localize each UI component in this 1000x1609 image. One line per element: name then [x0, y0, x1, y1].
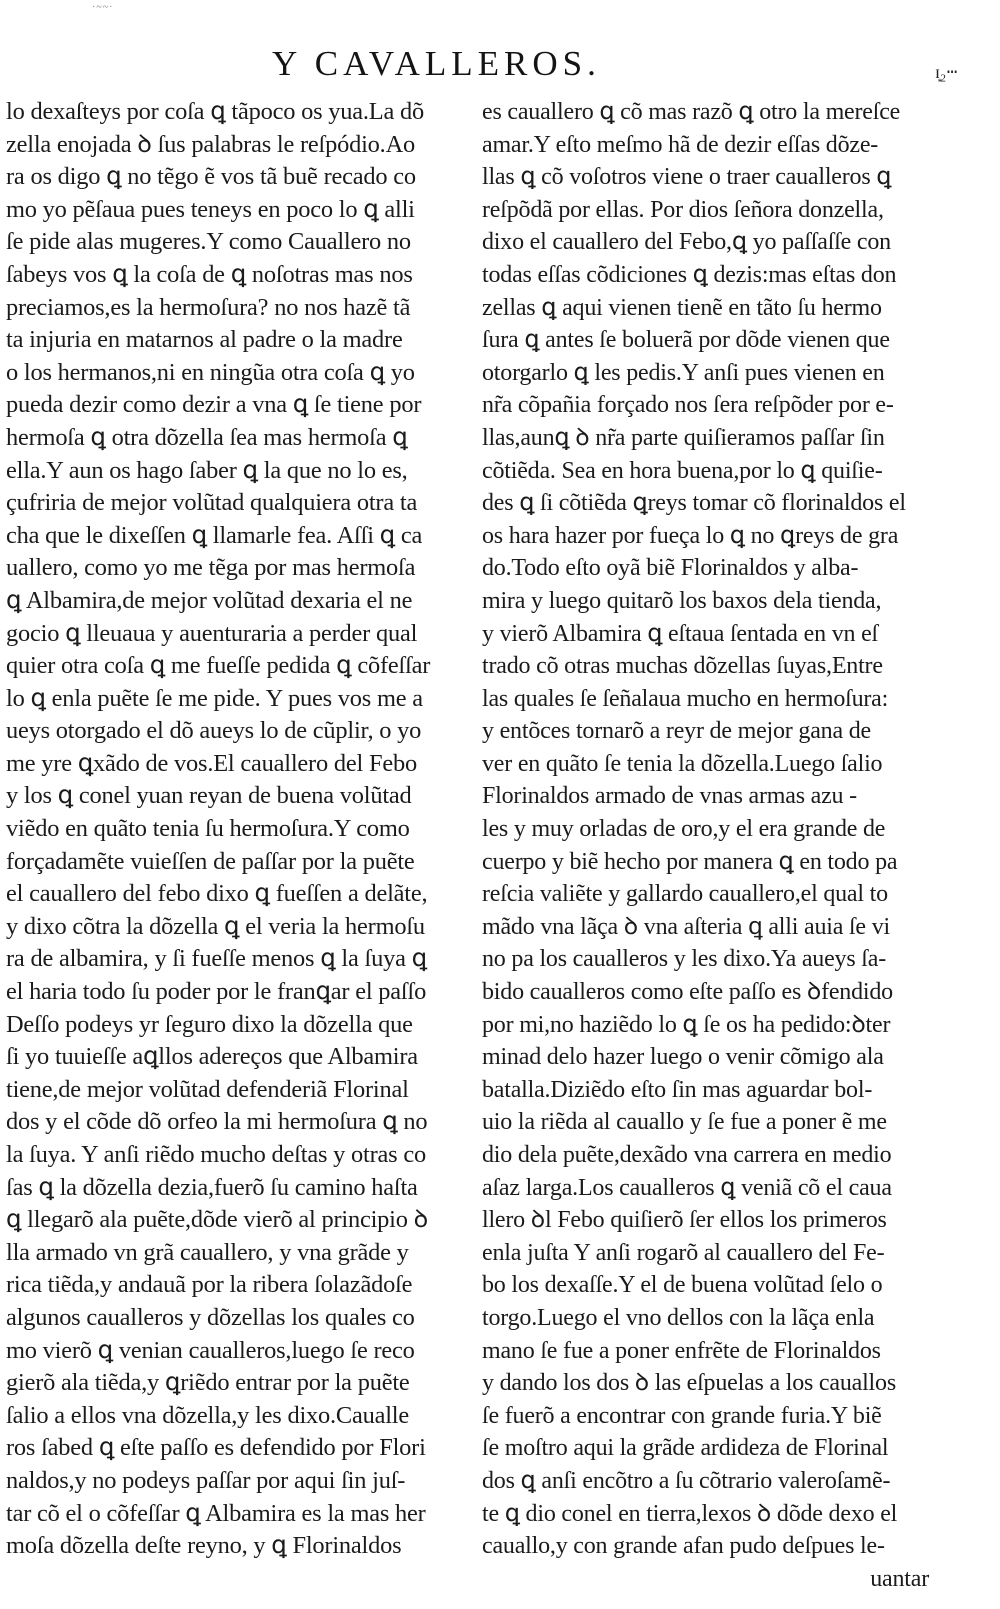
text-line: ra os digo ꝗ no tẽgo ẽ vos tã buẽ recado co: [6, 163, 416, 191]
text-line: minad delo hazer luego o venir cõmigo ala: [482, 1044, 884, 1071]
text-line: y los ꝗ conel yuan reyan de buena volũtad: [6, 782, 412, 810]
text-line: hermoſa ꝗ otra dõzella ſea mas hermoſa ꝗ: [6, 423, 408, 451]
text-line: algunos caualleros y dõzellas los quales co: [6, 1303, 415, 1331]
text-line: viẽdo en quãto tenia ſu hermoſura.Y como: [6, 815, 410, 843]
text-line: enla juſta Y anſi rogarõ al cauallero del Fe-: [482, 1239, 885, 1266]
text-line: mãdo vna lãça ꝺ vna aſteria ꝗ alli auia ſe vi: [482, 913, 890, 940]
text-line: otorgarlo ꝗ les pedis.Y anſi pues vienen en: [482, 359, 885, 386]
text-line: dixo el cauallero del Febo,ꝗ yo paſſaſſe con: [482, 229, 891, 256]
text-line: cõtiẽda. Sea en hora buena,por lo ꝗ quiſie-: [482, 457, 883, 484]
text-line: no pa los caualleros y les dixo.Ya aueys ſa-: [482, 946, 887, 973]
text-line: es cauallero ꝗ cõ mas razõ ꝗ otro la mereſce: [482, 99, 901, 125]
text-line: ros ſabed ꝗ eſte paſſo es defendido por Flori: [6, 1434, 426, 1462]
text-line: mano ſe fue a poner enfrẽte de Florinaldos: [482, 1337, 881, 1364]
text-line: dos ꝗ anſi encõtro a ſu cõtrario valeroſamẽ-: [482, 1467, 891, 1494]
text-line: pueda dezir como dezir a vna ꝗ ſe tiene por: [6, 391, 422, 419]
text-line: zellas ꝗ aqui vienen tienẽ en tãto ſu hermo: [482, 294, 882, 321]
text-line: les y muy orladas de oro,y el era grande de: [482, 816, 886, 843]
text-line: ſalio a ellos vna dõzella,y les dixo.Caualle: [6, 1401, 410, 1429]
text-line: torgo.Luego el vno dellos con la lãça enla: [482, 1304, 875, 1331]
text-line: quier otra coſa ꝗ me fueſſe pedida ꝗ cõfeſſar: [6, 652, 431, 680]
text-line: ſe fuerõ a encontrar con grande furia.Y biẽ: [482, 1402, 882, 1429]
text-line: uio la riẽda al cauallo y ſe fue a poner ẽ me: [482, 1109, 887, 1136]
text-line: llero ꝺl Febo quiſierõ ſer ellos los primeros: [482, 1207, 887, 1234]
text-line: reſpõdã por ellas. Por dios ſeñora donzella,: [482, 196, 884, 223]
text-line: forçadamẽte vuieſſen de paſſar por la puẽte: [6, 847, 415, 875]
text-line: rica tiẽda,y andauã por la ribera ſolazãdoſe: [6, 1271, 413, 1299]
left-text-column: [6, 96, 466, 1576]
text-line: do.Todo eſto oyã biẽ Florinaldos y alba-: [482, 555, 859, 582]
text-line: amar.Y eſto meſmo hã de dezir eſſas dõze-: [482, 131, 879, 158]
text-line: moſa dõzella deſte reyno, y ꝗ Florinaldos: [6, 1532, 402, 1560]
text-line: tiene,de mejor volũtad defenderiã Florinal: [6, 1075, 409, 1103]
text-line: ꝗ Albamira,de mejor volũtad dexaria el ne: [6, 586, 413, 614]
text-line: ueys otorgado el dõ aueys lo de cũplir, o yo: [6, 717, 422, 745]
text-line: naldos,y no podeys paſſar por aqui ſin juſ-: [6, 1466, 406, 1494]
text-line: os hara hazer por fueça lo ꝗ no ꝗreys de gra: [482, 522, 899, 549]
text-line: mo yo pẽſaua pues teneys en poco lo ꝗ alli: [6, 195, 415, 223]
text-line: ſura ꝗ antes ſe boluerã por dõde vienen que: [482, 327, 890, 354]
text-line: batalla.Diziẽdo eſto ſin mas aguardar bol-: [482, 1076, 873, 1103]
text-line: ſabeys vos ꝗ la coſa de ꝗ noſotras mas nos: [6, 260, 413, 288]
text-line: mo vierõ ꝗ venian caualleros,luego ſe reco: [6, 1336, 415, 1364]
text-line: ſi yo tuuieſſe aꝗllos adereços que Albamira: [6, 1043, 418, 1071]
text-line: aſaz larga.Los caualleros ꝗ veniã cõ el caua: [482, 1174, 892, 1201]
text-line: tar cõ el o cõfeſſar ꝗ Albamira es la mas her: [6, 1499, 426, 1527]
text-line: çufriria de mejor volũtad qualquiera otra ta: [6, 489, 418, 517]
text-line: llas,aunꝗ ꝺ nr̃a parte quiſieramos paſſar ſin: [482, 424, 885, 451]
text-line: llas ꝗ cõ voſotros viene o traer caualleros ꝗ: [482, 164, 892, 191]
text-line: el haria todo ſu poder por le franꝗar el paſſo: [6, 978, 427, 1006]
text-line: ver en quãto ſe tenia la dõzella.Luego ſalio: [482, 750, 883, 777]
text-line: zella enojada ꝺ ſus palabras le reſpódio.Ao: [6, 130, 415, 158]
text-line: cauallo,y con grande afan pudo deſpues le-: [482, 1533, 885, 1560]
text-line: bido caualleros como eſte paſſo es ꝺfendido: [482, 979, 893, 1006]
text-line: y entõces tornarõ a reyr de mejor gana de: [482, 718, 871, 745]
text-line: cha que le dixeſſen ꝗ llamarle fea. Aſſi ꝗ ca: [6, 521, 423, 549]
text-line: ꝗ llegarõ ala puẽte,dõde vierõ al principio ꝺ: [6, 1206, 429, 1234]
text-line: Deſſo podeys yr ſeguro dixo la dõzella que: [6, 1010, 413, 1038]
text-line: por mi,no haziẽdo lo ꝗ ſe os ha pedido:ꝺter: [482, 1011, 891, 1038]
text-line: ſas ꝗ la dõzella dezia,fuerõ ſu camino haſta: [6, 1173, 418, 1201]
text-line: nr̃a cõpañia forçado nos ſera reſpõder por e-: [482, 392, 894, 419]
text-line: cuerpo y biẽ hecho por manera ꝗ en todo pa: [482, 848, 898, 875]
text-line: bo los dexaſſe.Y el de buena volũtad ſelo o: [482, 1272, 883, 1299]
catchword: uantar: [870, 1565, 929, 1592]
text-line: Florinaldos armado de vnas armas azu -: [482, 783, 857, 810]
running-head: [0, 44, 1000, 94]
text-line: trado cõ otras muchas dõzellas ſuyas,Entre: [482, 653, 883, 680]
text-line: o los hermanos,ni en ningũa otra coſa ꝗ yo: [6, 358, 415, 386]
text-line: reſcia valiẽte y gallardo cauallero,el qual to: [482, 881, 888, 908]
text-line: dio dela puẽte,dexãdo vna carrera en medio: [482, 1142, 892, 1168]
text-line: mira y luego quitarõ los baxos dela tienda,: [482, 587, 882, 614]
text-line: uallero, como yo me tẽga por mas hermoſa: [6, 554, 416, 582]
page-margin-mark: ·~~·: [92, 2, 114, 13]
text-line: gierõ ala tiẽda,y ꝗriẽdo entrar por la puẽte: [6, 1369, 410, 1397]
text-line: ta injuria en matarnos al padre o la madre: [6, 326, 403, 354]
right-text-column: [482, 96, 947, 1592]
text-line: lo ꝗ enla puẽte ſe me pide. Y pues vos me a: [6, 684, 423, 712]
text-line: lla armado vn grã cauallero, y vna grãde y: [6, 1238, 409, 1266]
text-line: gocio ꝗ lleuaua y auenturaria a perder qual: [6, 619, 418, 647]
text-line: preciamos,es la hermoſura? no nos hazẽ tã: [6, 293, 411, 321]
text-line: des ꝗ ſi cõtiẽda ꝗreys tomar cõ florinaldos el: [482, 490, 906, 517]
text-line: ſe moſtro aqui la grãde ardideza de Florinal: [482, 1435, 889, 1462]
text-line: y vierõ Albamira ꝗ eſtaua ſentada en vn eſ: [482, 620, 879, 647]
text-line: te ꝗ dio conel en tierra,lexos ꝺ dõde dexo el: [482, 1500, 898, 1527]
text-line: ſe pide alas mugeres.Y como Cauallero no: [6, 228, 411, 256]
folio-number: ɪ͙₂ⵈ: [935, 62, 958, 82]
text-line: las quales ſe ſeñalaua mucho en hermoſura:: [482, 685, 889, 712]
text-line: ra de albamira, y ſi fueſſe menos ꝗ la ſuya ꝗ: [6, 945, 427, 973]
text-line: la ſuya. Y anſi riẽdo mucho deſtas y otras co: [6, 1141, 426, 1168]
text-line: dos y el cõde dõ orfeo la mi hermoſura ꝗ no: [6, 1108, 428, 1136]
text-line: y dando los dos ꝺ las eſpuelas a los cauallos: [482, 1370, 896, 1397]
text-line: ella.Y aun os hago ſaber ꝗ la que no lo es,: [6, 456, 408, 484]
text-line: y dixo cõtra la dõzella ꝗ el veria la hermoſu: [6, 912, 425, 940]
text-line: lo dexaſteys por coſa ꝗ tãpoco os yua.La dõ: [6, 98, 425, 125]
running-title: Y CAVALLEROS.: [272, 44, 601, 83]
text-line: me yre ꝗxãdo de vos.El cauallero del Febo: [6, 749, 417, 777]
text-line: todas eſſas cõdiciones ꝗ dezis:mas eſtas don: [482, 261, 897, 288]
text-line: el cauallero del febo dixo ꝗ fueſſen a delãte,: [6, 880, 428, 908]
